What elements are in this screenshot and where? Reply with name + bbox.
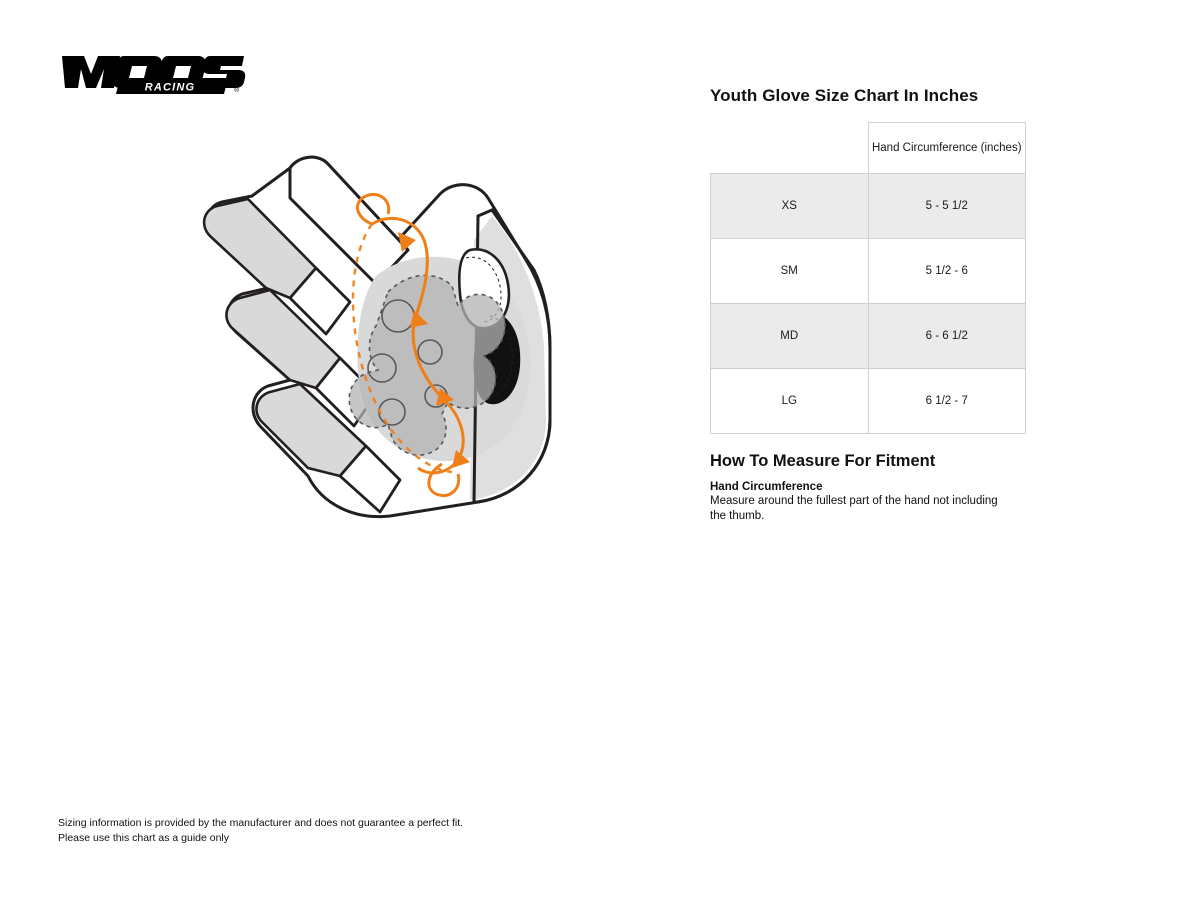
how-to-measure-title: How To Measure For Fitment: [710, 452, 936, 470]
svg-text:RACING: RACING: [144, 81, 196, 94]
size-value-md: 6 - 6 1/2: [868, 304, 1026, 369]
measure-instructions: Measure around the fullest part of the hand not including the thumb.: [710, 495, 998, 522]
disclaimer-line-2: Please use this chart as a guide only: [58, 832, 230, 845]
glove-hand-measurement-diagram: [140, 120, 690, 540]
disclaimer: [58, 816, 558, 846]
table-row: [711, 304, 1026, 369]
size-value-xs: 5 - 5 1/2: [868, 174, 1026, 239]
size-label-md: MD: [711, 304, 869, 369]
table-row: [711, 239, 1026, 304]
column-header-hand-circumference: Hand Circumference (inches): [868, 123, 1026, 174]
size-label-lg: LG: [711, 369, 869, 434]
size-chart-title: Youth Glove Size Chart In Inches: [710, 86, 979, 105]
table-row: [711, 174, 1026, 239]
disclaimer-line-1: Sizing information is provided by the manufacturer and does not guarantee a perfect fit.: [58, 817, 464, 829]
moose-racing-logo: [58, 48, 248, 98]
how-to-measure-section: [710, 452, 1140, 523]
size-value-sm: 5 1/2 - 6: [868, 239, 1026, 304]
moose-racing-wordmark-icon: [58, 48, 248, 98]
measure-subtitle-hand-circumference: Hand Circumference: [710, 481, 823, 493]
size-label-xs: XS: [711, 174, 869, 239]
hand-diagram-icon: [140, 120, 690, 540]
table-row: [711, 369, 1026, 434]
svg-text:®: ®: [234, 87, 240, 94]
table-corner-cell: [711, 123, 869, 174]
table-header-row: [711, 123, 1026, 174]
size-value-lg: 6 1/2 - 7: [868, 369, 1026, 434]
size-chart-panel: [710, 86, 1130, 434]
size-label-sm: SM: [711, 239, 869, 304]
size-chart-table: [710, 122, 1026, 434]
